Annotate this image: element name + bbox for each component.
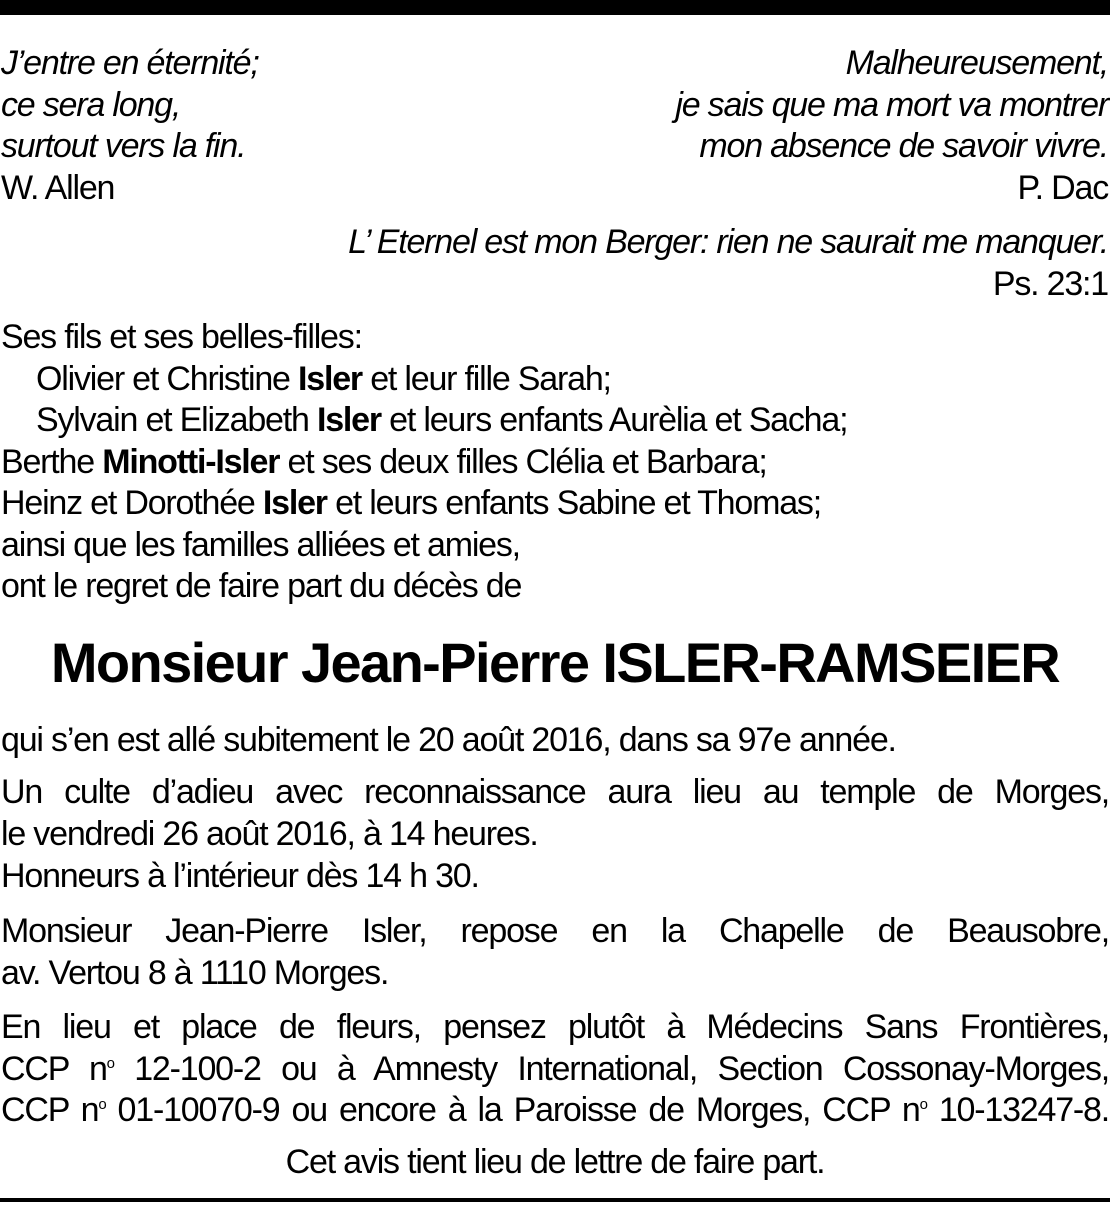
service-details [1, 772, 1109, 814]
quote-right-author: P. Dac [1017, 168, 1108, 207]
donation-text: 10-13247-8. [926, 1091, 1109, 1129]
service-line: le vendredi 26 août 2016, à 14 heures. [1, 815, 538, 853]
family-member-first-names: Sylvain et Elizabeth [36, 401, 317, 439]
family-member-children: et leur fille Sarah; [361, 359, 611, 398]
deceased-name: Monsieur Jean-Pierre ISLER-RAMSEIER [50, 631, 1060, 694]
family-member-first-names: Berthe [1, 442, 103, 481]
numero-superscript: o [98, 1096, 106, 1113]
quote-right-line: mon absence de savoir vivre. [699, 127, 1108, 165]
ccp-label: CCP n [1, 1049, 107, 1088]
death-notice-line: qui s’en est allé subitement le 20 août 2016, dans sa 97e année. [1, 721, 896, 759]
quote-right-line: je sais que ma mort va montrer [675, 85, 1108, 124]
family-list [1, 317, 847, 608]
ccp-label: CCP n [1, 1091, 99, 1129]
donation-line: En lieu et place de fleurs, pensez plutôt à Médecins Sans Frontières, [1, 1008, 1109, 1046]
family-member-line [1, 359, 847, 401]
quote-right-line: Malheureusement, [845, 44, 1108, 82]
closing-note: Cet avis tient lieu de lettre de faire part. [285, 1143, 825, 1181]
repose-details-cont [1, 953, 1109, 995]
quote-right [675, 43, 1108, 209]
repose-line: av. Vertou 8 à 1110 Morges. [1, 954, 389, 992]
repose-details [1, 911, 1109, 953]
family-intro: Ses fils et ses belles-filles: [1, 318, 362, 356]
ccp-label: CCP n [822, 1091, 920, 1129]
family-member-children: et leurs enfants Aurèlia et Sacha; [380, 401, 848, 439]
death-notice [1, 720, 1109, 762]
service-line: Un culte d’adieu avec reconnaissance aura lieu au temple de Morges, [1, 773, 1109, 811]
donations [1, 1007, 1109, 1132]
family-regret-line: ont le regret de faire part du décès de [1, 567, 522, 605]
quote-left-line: ce sera long, [1, 85, 181, 124]
service-details-cont [1, 814, 1109, 897]
family-member-line [1, 483, 847, 525]
family-allies-line: ainsi que les familles alliées et amies, [1, 525, 520, 564]
donation-text: 01-10070-9 ou encore à la Paroisse de Morges, [105, 1091, 823, 1129]
donation-line [1, 1090, 1109, 1132]
donation-text: 12-100-2 ou à Amnesty International, Section Cossonay-Morges, [113, 1049, 1109, 1088]
repose-line: Monsieur Jean-Pierre Isler, repose en la Chapelle de Beausobre, [1, 912, 1109, 950]
psalm-quote [348, 222, 1108, 305]
quote-left-author: W. Allen [1, 168, 115, 207]
family-member-children: et leurs enfants Sabine et Thomas; [326, 484, 821, 522]
service-line: Honneurs à l’intérieur dès 14 h 30. [1, 856, 479, 895]
quote-left-line: J’entre en éternité; [1, 44, 259, 82]
numero-superscript: o [919, 1096, 927, 1113]
family-member-surname: Minotti-Isler [102, 442, 280, 481]
family-member-first-names: Olivier et Christine [36, 359, 298, 398]
top-rule [0, 0, 1110, 15]
numero-superscript: o [106, 1054, 114, 1072]
quote-left-line: surtout vers la fin. [1, 127, 246, 165]
psalm-reference: Ps. 23:1 [992, 264, 1108, 303]
family-member-line [1, 400, 847, 442]
family-member-children: et ses deux filles Clélia et Barbara; [279, 442, 767, 481]
family-member-surname: Isler [298, 359, 362, 398]
family-member-surname: Isler [262, 484, 327, 522]
donation-line [1, 1049, 1109, 1091]
psalm-text: L’ Eternel est mon Berger: rien ne saurait me manquer. [348, 223, 1108, 261]
bottom-rule [0, 1198, 1110, 1202]
family-member-surname: Isler [316, 401, 381, 439]
family-member-line [1, 442, 847, 484]
family-member-first-names: Heinz et Dorothée [1, 484, 263, 522]
quote-left [1, 43, 259, 209]
